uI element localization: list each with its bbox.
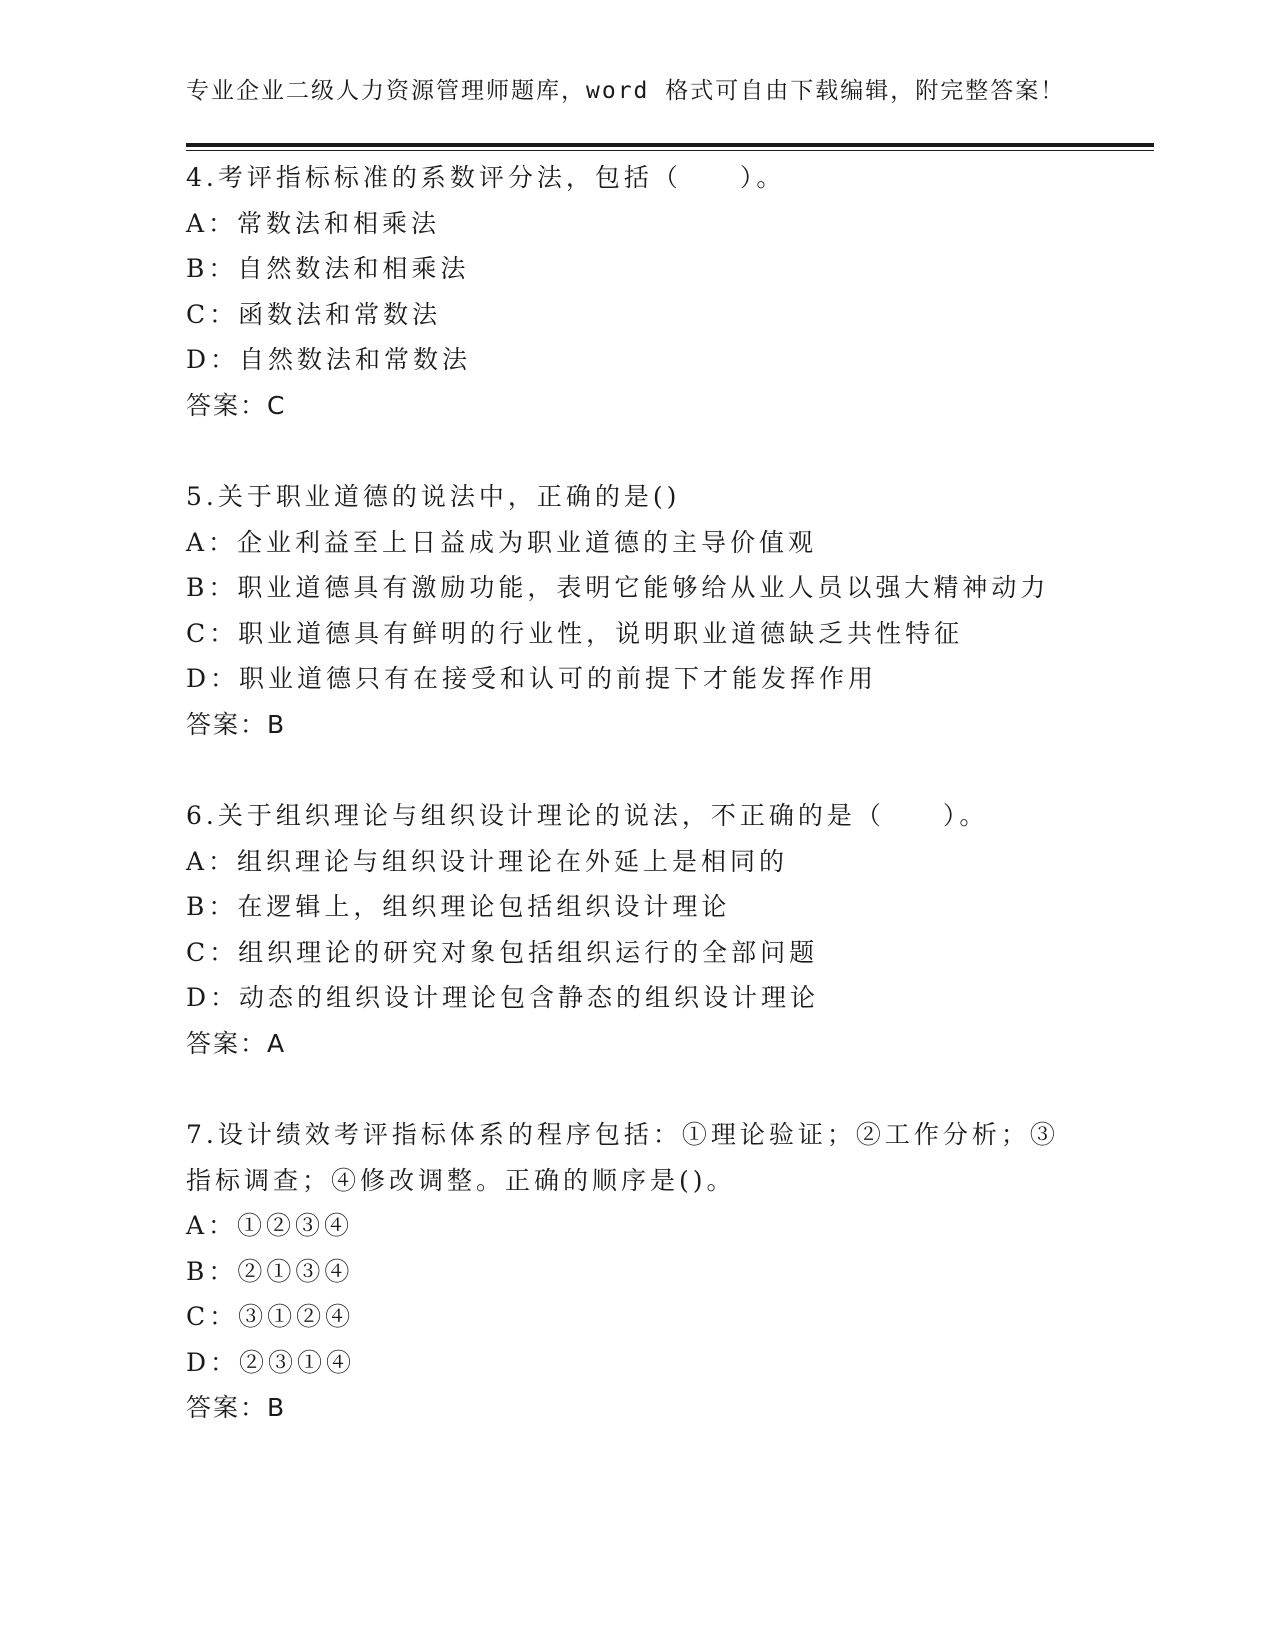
option-a: A：常数法和相乘法 <box>186 208 441 238</box>
option-d: D：动态的组织设计理论包含静态的组织设计理论 <box>186 983 820 1012</box>
header-divider-thin <box>186 150 1154 151</box>
question-stem: 4.考评指标标准的系数评分法，包括（ ）。 <box>186 163 786 192</box>
answer: 答案：A <box>186 1028 287 1058</box>
question-7 <box>186 1112 1086 1431</box>
question-stem: 5.关于职业道德的说法中，正确的是() <box>186 482 681 511</box>
option-a: A：①②③④ <box>186 1211 354 1240</box>
option-c: C：组织理论的研究对象包括组织运行的全部问题 <box>186 937 819 967</box>
question-4 <box>186 155 1086 428</box>
option-b: B：自然数法和相乘法 <box>186 254 470 283</box>
answer: 答案：B <box>186 1393 287 1422</box>
question-stem-line-1: 7.设计绩效考评指标体系的程序包括：①理论验证；②工作分析；③ <box>186 1120 1059 1149</box>
question-stem-line-2: 指标调查；④修改调整。正确的顺序是()。 <box>186 1165 736 1195</box>
answer: 答案：C <box>186 390 287 420</box>
question-5 <box>186 474 1086 747</box>
option-d: D：自然数法和常数法 <box>186 345 472 374</box>
option-c: C：函数法和常数法 <box>186 299 442 329</box>
answer: 答案：B <box>186 709 287 739</box>
option-a: A：企业利益至上日益成为职业道德的主导价值观 <box>186 527 818 557</box>
header-divider-thick <box>186 143 1154 147</box>
question-list <box>186 155 1086 1477</box>
option-b: B：在逻辑上，组织理论包括组织设计理论 <box>186 892 731 921</box>
option-b: B：②①③④ <box>186 1256 354 1286</box>
option-c: C：职业道德具有鲜明的行业性，说明职业道德缺乏共性特征 <box>186 618 964 648</box>
question-6 <box>186 793 1086 1066</box>
option-c: C：③①②④ <box>186 1302 355 1331</box>
question-stem: 6.关于组织理论与组织设计理论的说法，不正确的是（ ）。 <box>186 801 989 830</box>
option-a: A：组织理论与组织设计理论在外延上是相同的 <box>186 846 789 876</box>
option-d: D：职业道德只有在接受和认可的前提下才能发挥作用 <box>186 664 878 693</box>
page-header: 专业企业二级人力资源管理师题库，word 格式可自由下载编辑，附完整答案！ <box>186 78 1066 104</box>
option-d: D：②③①④ <box>186 1347 356 1377</box>
option-b: B：职业道德具有激励功能，表明它能够给从业人员以强大精神动力 <box>186 573 1050 602</box>
